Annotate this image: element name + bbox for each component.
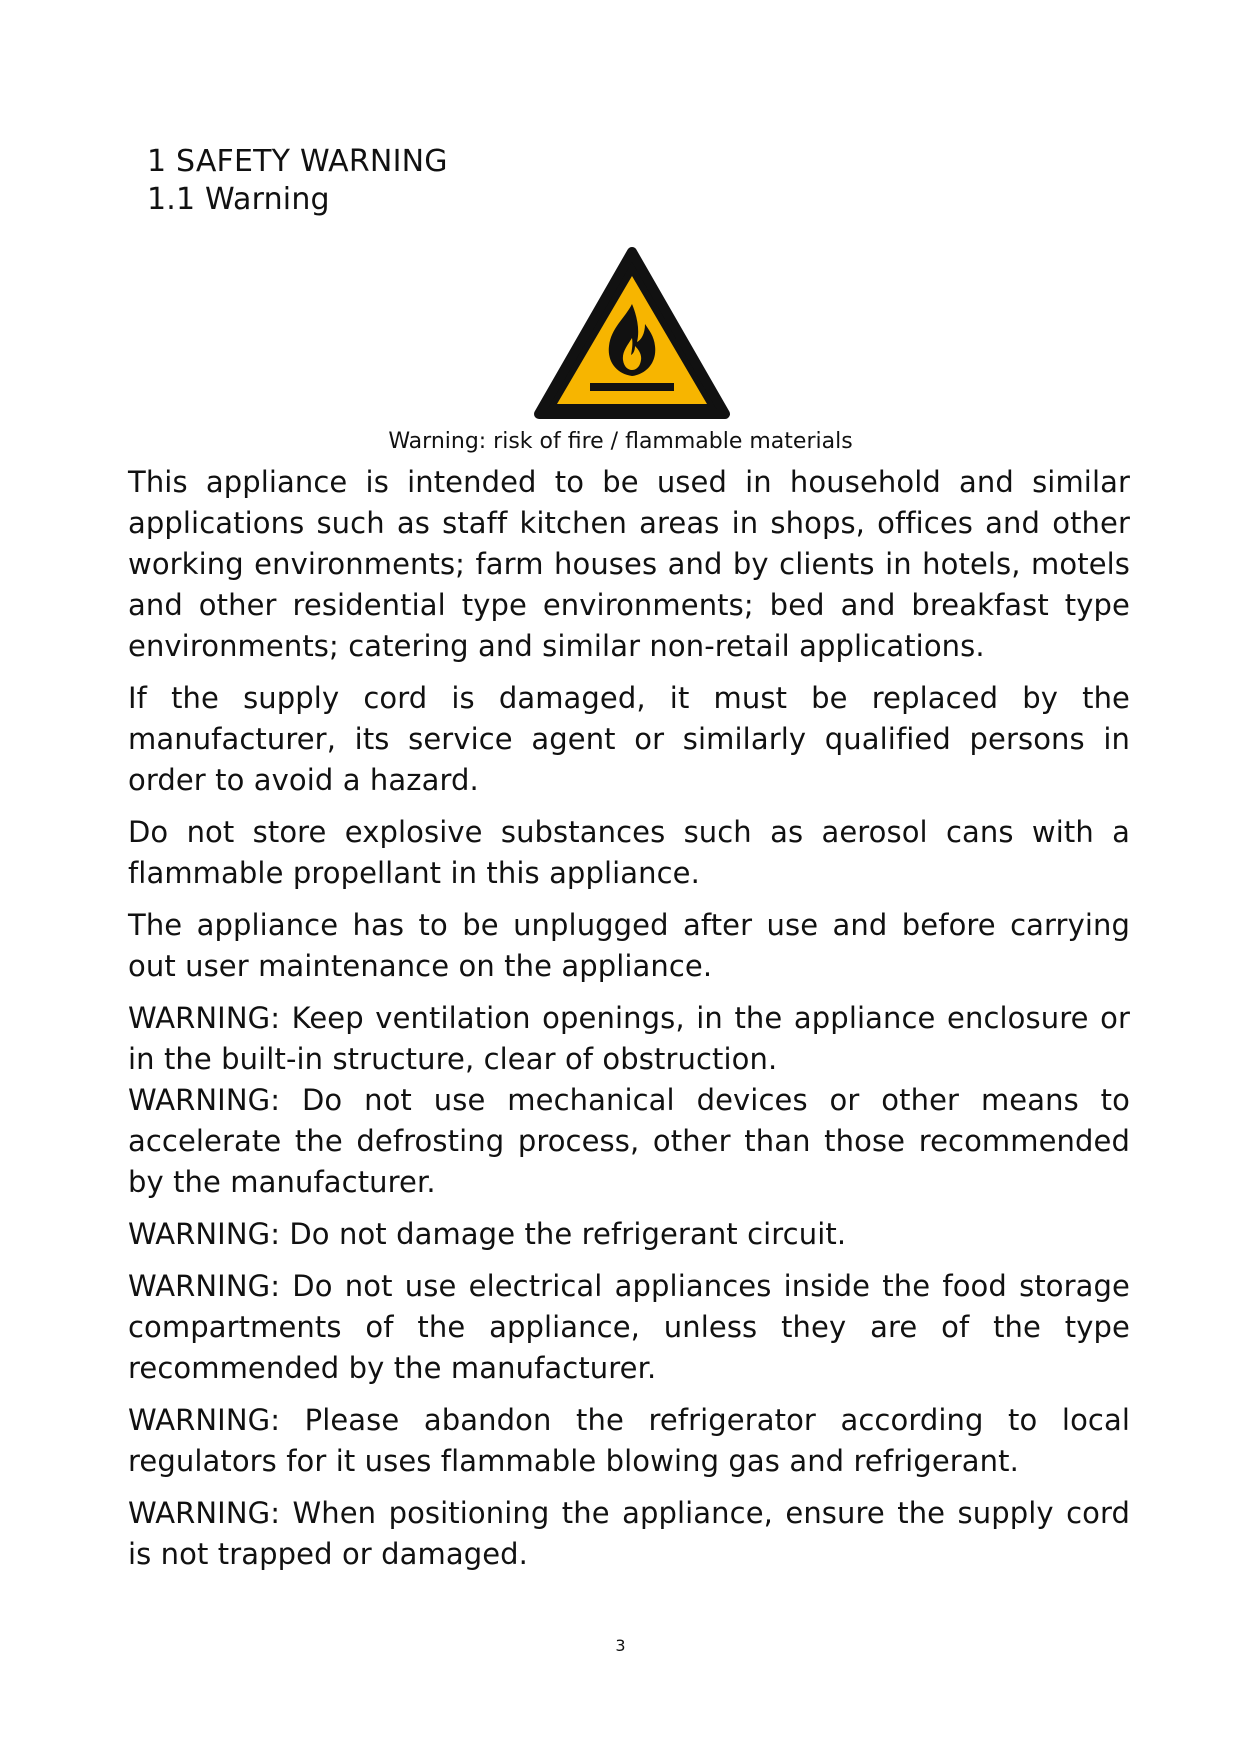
paragraph: The appliance has to be unplugged after use and before carrying out user maintenance on the appliance.: [128, 908, 1130, 983]
warning-text: Do not use mechanical devices or other means to accelerate the defrosting process, other than those recommended by the manufacturer.: [128, 1083, 1130, 1199]
warning-label: WARNING:: [128, 1001, 281, 1035]
warning-paragraph: [128, 998, 1130, 1080]
warning-text: Do not use electrical appliances inside the food storage compartments of the appliance, unless they are of the type recommended by the manufacturer.: [128, 1269, 1130, 1385]
warning-text: When positioning the appliance, ensure the supply cord is not trapped or damaged.: [128, 1496, 1130, 1571]
fire-warning-icon: [533, 246, 731, 421]
sign-caption: Warning: risk of fire / flammable materials: [388, 429, 853, 454]
warning-label: WARNING:: [128, 1083, 281, 1117]
warning-paragraph: [128, 1214, 1130, 1255]
subsection-heading: 1.1 Warning: [147, 182, 330, 217]
flame-base-line: [590, 383, 674, 391]
warning-paragraph: [128, 1493, 1130, 1575]
warning-text: Please abandon the refrigerator according to local regulators for it uses flammable blowing gas and refrigerant.: [128, 1403, 1130, 1478]
warning-paragraph: [128, 1266, 1130, 1389]
warning-paragraph: [128, 1080, 1130, 1203]
paragraph: This appliance is intended to be used in household and similar applications such as staff kitchen areas in shops, offices and other working environments; farm houses and by clients in hotels, motels and other residential type environments; bed and breakfast type environments; catering and similar non-retail applications.: [128, 465, 1130, 663]
page-number: 3: [615, 1636, 626, 1655]
warning-text: Do not damage the refrigerant circuit.: [280, 1217, 847, 1251]
section-heading: 1 SAFETY WARNING: [147, 144, 448, 179]
warning-label: WARNING:: [128, 1496, 281, 1530]
warning-label: WARNING:: [128, 1403, 281, 1437]
safety-text: [128, 462, 1130, 1586]
paragraph: If the supply cord is damaged, it must be replaced by the manufacturer, its service agent or similarly qualified persons in order to avoid a hazard.: [128, 681, 1130, 797]
warning-text: Keep ventilation openings, in the appliance enclosure or in the built-in structure, clear of obstruction.: [128, 1001, 1130, 1076]
paragraph: Do not store explosive substances such as aerosol cans with a flammable propellant in this appliance.: [128, 815, 1130, 890]
warning-paragraph: [128, 1400, 1130, 1482]
warning-label: WARNING:: [128, 1269, 281, 1303]
warning-label: WARNING:: [128, 1217, 281, 1251]
